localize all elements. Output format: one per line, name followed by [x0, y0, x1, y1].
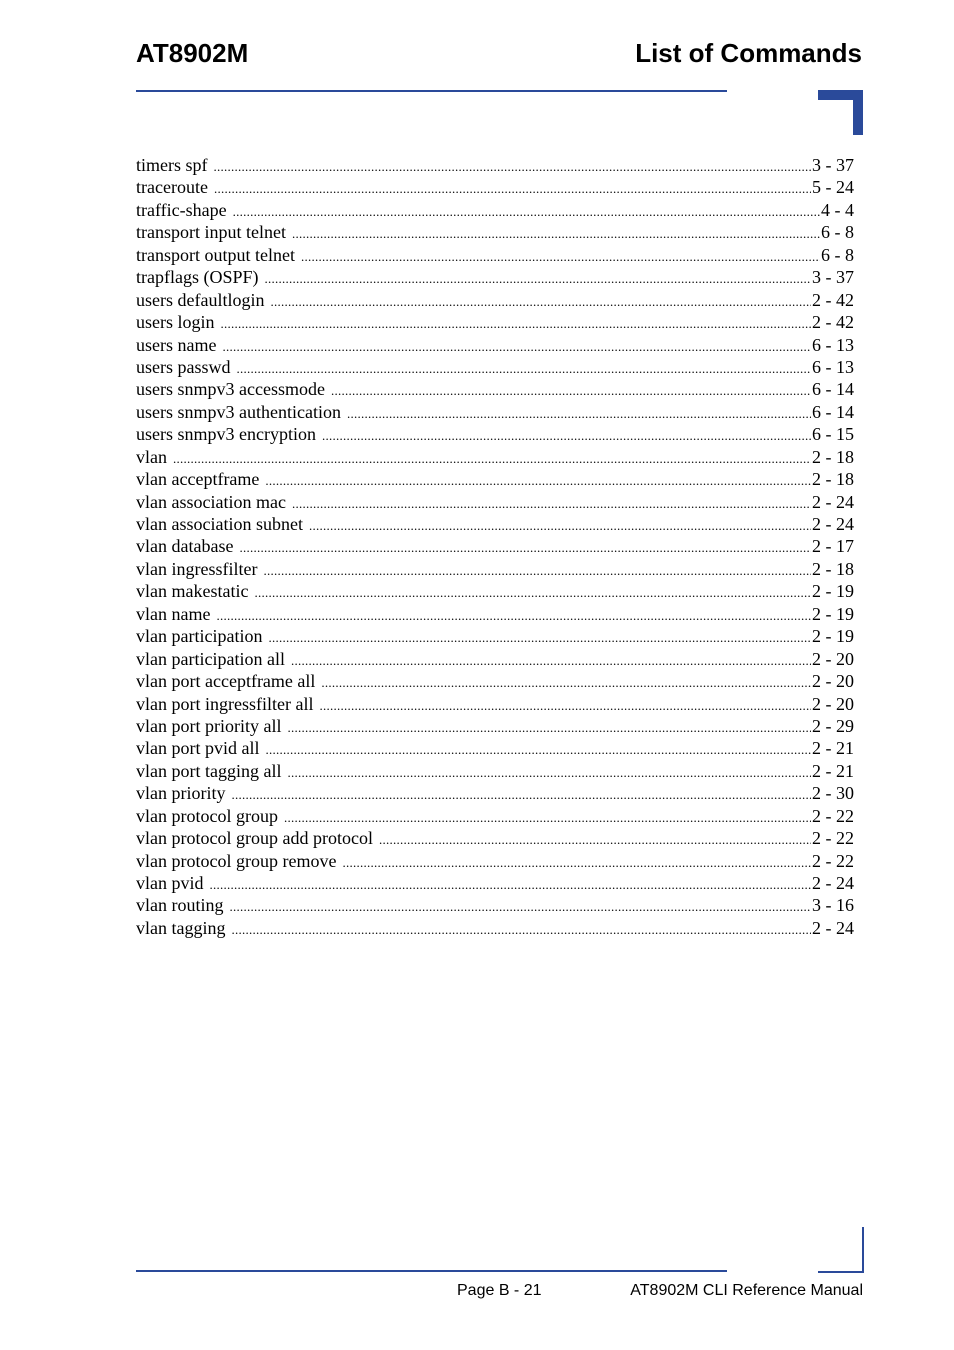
- dot-leader: [322, 423, 811, 447]
- command-name: vlan protocol group: [136, 805, 278, 826]
- page-reference: 3 - 16: [812, 895, 854, 916]
- index-entry: [136, 176, 854, 198]
- index-entry: [136, 782, 854, 804]
- command-name: vlan name: [136, 603, 211, 624]
- dot-leader: [268, 625, 811, 649]
- product-title: AT8902M: [136, 38, 249, 68]
- page-reference: 2 - 22: [812, 805, 854, 826]
- page-reference: 2 - 18: [812, 446, 854, 467]
- dot-leader: [292, 221, 820, 245]
- page-reference: 6 - 13: [812, 334, 854, 355]
- command-name: users snmpv3 accessmode: [136, 379, 325, 400]
- page-reference: 2 - 17: [812, 536, 854, 557]
- command-name: traceroute: [136, 177, 208, 198]
- command-name: vlan protocol group add protocol: [136, 828, 373, 849]
- page-reference: 2 - 18: [812, 469, 854, 490]
- index-entry: [136, 580, 854, 602]
- index-entry: [136, 535, 854, 557]
- index-entry: [136, 266, 854, 288]
- dot-leader: [237, 356, 812, 380]
- command-name: vlan makestatic: [136, 581, 249, 602]
- command-name: vlan acceptframe: [136, 469, 260, 490]
- command-name: vlan association mac: [136, 491, 286, 512]
- corner-mark-bottom: [818, 1227, 864, 1273]
- index-entry: [136, 401, 854, 423]
- dot-leader: [347, 401, 811, 425]
- page-reference: 3 - 37: [812, 155, 854, 175]
- page-reference: 6 - 8: [821, 222, 854, 243]
- dot-leader: [270, 289, 811, 313]
- index-entry: [136, 199, 854, 221]
- page-reference: 2 - 21: [812, 760, 854, 781]
- page-reference: 4 - 4: [821, 199, 854, 220]
- dot-leader: [210, 872, 812, 896]
- dot-leader: [284, 805, 811, 829]
- index-entry: [136, 423, 854, 445]
- command-name: vlan: [136, 446, 167, 467]
- dot-leader: [230, 894, 812, 918]
- page-reference: 6 - 14: [812, 379, 854, 400]
- command-name: traffic-shape: [136, 199, 227, 220]
- command-name: transport output telnet: [136, 244, 295, 265]
- dot-leader: [321, 670, 811, 694]
- index-entry: [136, 850, 854, 872]
- dot-leader: [173, 446, 811, 470]
- dot-leader: [342, 850, 811, 874]
- dot-leader: [379, 827, 811, 851]
- footer-divider: [136, 1270, 727, 1272]
- index-entry: [136, 558, 854, 580]
- command-name: vlan tagging: [136, 917, 226, 938]
- command-name: vlan priority: [136, 783, 226, 804]
- dot-leader: [231, 782, 811, 806]
- command-name: users defaultlogin: [136, 289, 265, 310]
- index-entry: [136, 760, 854, 782]
- dot-leader: [263, 558, 811, 582]
- page-reference: 2 - 24: [812, 491, 854, 512]
- dot-leader: [233, 199, 820, 223]
- command-name: vlan routing: [136, 895, 224, 916]
- command-name: vlan port acceptframe all: [136, 671, 316, 692]
- index-entry: [136, 603, 854, 625]
- corner-mark-top: [818, 90, 863, 135]
- index-entry: [136, 872, 854, 894]
- dot-leader: [291, 648, 811, 672]
- dot-leader: [265, 737, 811, 761]
- page-reference: 2 - 24: [812, 514, 854, 534]
- index-entry: [136, 468, 854, 490]
- index-entry: [136, 670, 854, 692]
- command-name: users name: [136, 334, 217, 355]
- index-entry: [136, 648, 854, 670]
- page-reference: 2 - 19: [812, 603, 854, 624]
- page-reference: 6 - 15: [812, 424, 854, 445]
- command-name: vlan protocol group remove: [136, 850, 337, 871]
- page-reference: 2 - 19: [812, 626, 854, 647]
- index-entry: [136, 805, 854, 827]
- command-name: transport input telnet: [136, 222, 286, 243]
- page-reference: 2 - 18: [812, 558, 854, 579]
- command-name: vlan port pvid all: [136, 738, 260, 759]
- page-reference: 2 - 42: [812, 312, 854, 333]
- page-reference: 2 - 20: [812, 693, 854, 714]
- command-name: vlan participation all: [136, 648, 285, 669]
- index-entry: [136, 356, 854, 378]
- command-index-list: [136, 154, 854, 939]
- page-reference: 2 - 24: [812, 873, 854, 893]
- page-reference: 2 - 20: [812, 648, 854, 669]
- section-title: List of Commands: [635, 38, 862, 68]
- page-reference: 5 - 24: [812, 177, 854, 198]
- command-name: trapflags (OSPF): [136, 267, 259, 288]
- dot-leader: [292, 491, 811, 515]
- page-reference: 2 - 22: [812, 828, 854, 849]
- index-entry: [136, 737, 854, 759]
- header-divider: [136, 90, 727, 92]
- index-entry: [136, 289, 854, 311]
- dot-leader: [231, 917, 811, 941]
- index-entry: [136, 221, 854, 243]
- index-entry: [136, 311, 854, 333]
- command-name: vlan participation: [136, 626, 263, 647]
- dot-leader: [309, 513, 811, 537]
- index-entry: [136, 693, 854, 715]
- page-reference: 6 - 13: [812, 356, 854, 377]
- dot-leader: [222, 334, 811, 358]
- dot-leader: [265, 266, 812, 290]
- index-entry: [136, 334, 854, 356]
- dot-leader: [319, 693, 811, 717]
- dot-leader: [287, 760, 811, 784]
- manual-title: AT8902M CLI Reference Manual: [630, 1282, 863, 1299]
- command-name: vlan port priority all: [136, 715, 282, 736]
- index-entry: [136, 491, 854, 513]
- command-name: users login: [136, 312, 215, 333]
- command-name: vlan pvid: [136, 873, 204, 893]
- command-name: timers spf: [136, 155, 208, 175]
- index-entry: [136, 894, 854, 916]
- page-reference: 2 - 29: [812, 715, 854, 736]
- command-name: users passwd: [136, 356, 231, 377]
- index-entry: [136, 917, 854, 939]
- command-name: users snmpv3 authentication: [136, 401, 341, 422]
- command-name: users snmpv3 encryption: [136, 424, 316, 445]
- command-name: vlan port tagging all: [136, 760, 282, 781]
- dot-leader: [216, 603, 811, 627]
- dot-leader: [287, 715, 811, 739]
- dot-leader: [221, 311, 812, 335]
- page-reference: 2 - 19: [812, 581, 854, 602]
- command-name: vlan association subnet: [136, 514, 303, 534]
- dot-leader: [265, 468, 811, 492]
- page-reference: 2 - 24: [812, 917, 854, 938]
- dot-leader: [239, 535, 811, 559]
- page-reference: 2 - 20: [812, 671, 854, 692]
- index-entry: [136, 154, 854, 176]
- index-entry: [136, 513, 854, 535]
- index-entry: [136, 446, 854, 468]
- dot-leader: [214, 176, 811, 200]
- index-entry: [136, 244, 854, 266]
- index-entry: [136, 715, 854, 737]
- command-name: vlan port ingressfilter all: [136, 693, 314, 714]
- page-reference: 6 - 8: [821, 244, 854, 265]
- index-entry: [136, 625, 854, 647]
- page-reference: 6 - 14: [812, 401, 854, 422]
- dot-leader: [254, 580, 811, 604]
- dot-leader: [331, 378, 811, 402]
- page-number: Page B - 21: [457, 1282, 542, 1299]
- page-reference: 2 - 30: [812, 783, 854, 804]
- index-entry: [136, 827, 854, 849]
- page-reference: 2 - 21: [812, 738, 854, 759]
- dot-leader: [301, 244, 820, 268]
- page-reference: 2 - 22: [812, 850, 854, 871]
- page-reference: 3 - 37: [812, 267, 854, 288]
- dot-leader: [214, 154, 812, 178]
- command-name: vlan ingressfilter: [136, 558, 258, 579]
- index-entry: [136, 378, 854, 400]
- command-name: vlan database: [136, 536, 234, 557]
- page-reference: 2 - 42: [812, 289, 854, 310]
